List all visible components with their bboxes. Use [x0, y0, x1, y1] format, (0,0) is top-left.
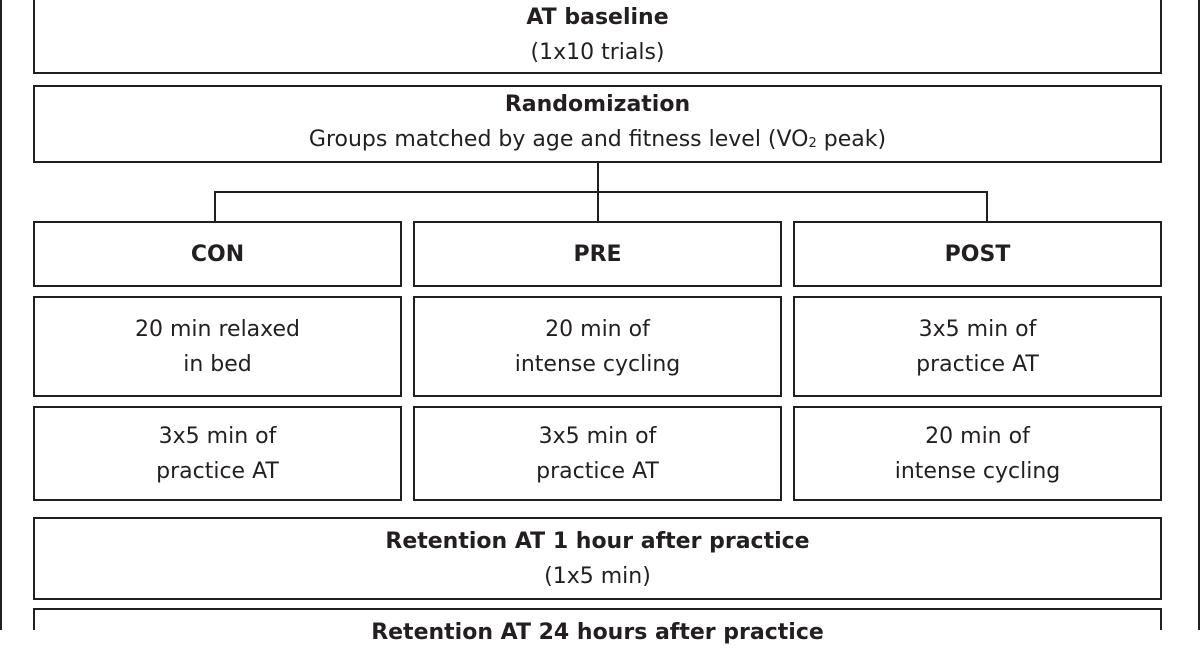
group-post-step2-line2: intense cycling: [894, 458, 1061, 484]
connector-horizontal: [214, 191, 988, 193]
group-pre-step1: [413, 296, 782, 397]
group-pre-step2-line2: practice AT: [536, 458, 659, 484]
baseline-box: [33, 0, 1162, 74]
group-post-step1-line1: 3x5 min of: [918, 316, 1037, 342]
group-post-header: [793, 221, 1162, 287]
group-con-step2: [33, 406, 402, 501]
randomization-title: Randomization: [504, 92, 691, 117]
retention-1h-detail: (1x5 min): [544, 563, 651, 589]
group-post-step1-line2: practice AT: [916, 351, 1039, 377]
randomization-detail-before: Groups matched by age and fitness level (VO: [308, 127, 809, 152]
retention-24h-title: Retention AT 24 hours after practice: [371, 620, 824, 645]
randomization-detail-subscript: 2: [808, 136, 817, 151]
group-con-step1-line1: 20 min relaxed: [135, 316, 300, 342]
group-con-step2-line1: 3x5 min of: [158, 423, 277, 449]
group-pre-name: PRE: [573, 241, 622, 267]
randomization-box: [33, 85, 1162, 163]
group-pre-step2-line1: 3x5 min of: [538, 423, 657, 449]
group-post-name: POST: [944, 241, 1011, 267]
group-post-step2-line1: 20 min of: [925, 423, 1030, 449]
group-post-step1: [793, 296, 1162, 397]
connector-pre: [597, 191, 599, 222]
connector-post: [986, 191, 988, 222]
group-con-name: CON: [190, 241, 245, 267]
group-post-step2: [793, 406, 1162, 501]
connector-trunk: [597, 163, 599, 192]
group-pre-step2: [413, 406, 782, 501]
retention-24h-box: [33, 608, 1162, 645]
group-con-step2-line2: practice AT: [156, 458, 279, 484]
group-con-step1-line2: in bed: [183, 351, 252, 377]
group-pre-step1-line2: intense cycling: [514, 351, 681, 377]
group-pre-step1-line1: 20 min of: [545, 316, 650, 342]
baseline-title: AT baseline: [526, 5, 669, 30]
retention-1h-title: Retention AT 1 hour after practice: [385, 528, 810, 554]
group-con-step1: [33, 296, 402, 397]
randomization-detail: [309, 122, 886, 161]
page-border-left: [0, 0, 2, 630]
retention-1h-box: [33, 517, 1162, 600]
group-pre-header: [413, 221, 782, 287]
randomization-detail-after: peak): [816, 127, 887, 152]
connector-con: [214, 191, 216, 222]
baseline-detail: (1x10 trials): [530, 40, 665, 65]
group-con-header: [33, 221, 402, 287]
